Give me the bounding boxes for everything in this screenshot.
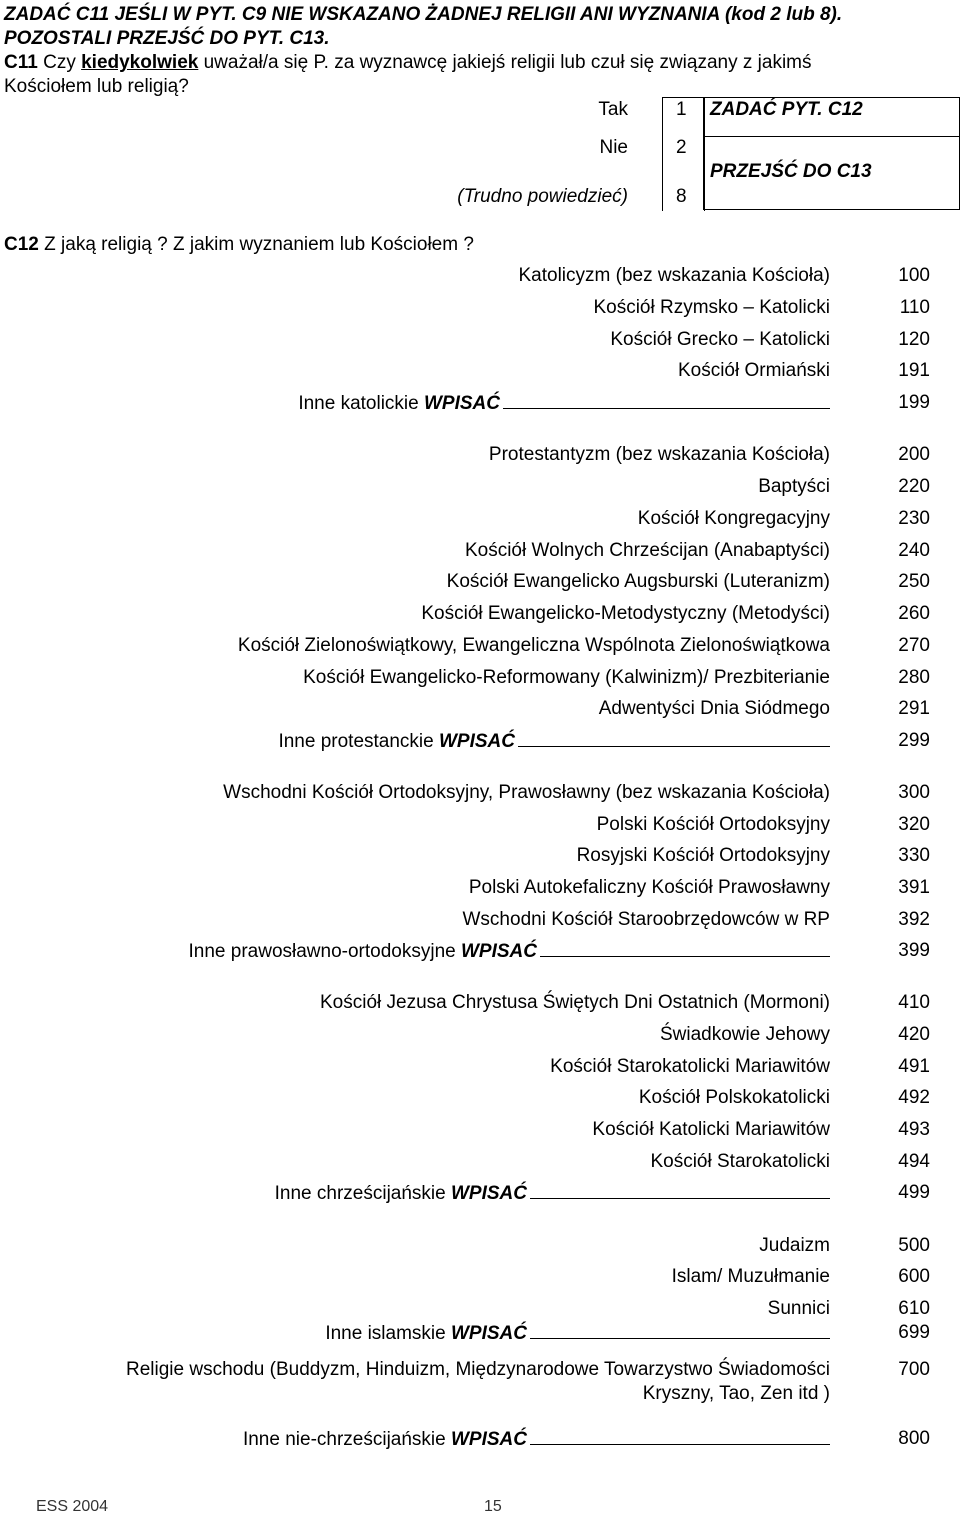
c11-answer-tak-label: Tak [598, 99, 628, 120]
c11-answer-nie-code: 2 [676, 137, 687, 158]
option-code: 499 [898, 1182, 930, 1203]
option-label: Kościół Rzymsko – Katolicki [593, 297, 830, 318]
option-label: Judaizm [759, 1235, 830, 1256]
option-code: 410 [898, 992, 930, 1013]
option-code: 610 [898, 1298, 930, 1319]
option-label: Kościół Ewangelicko-Reformowany (Kalwinizm)/ Prezbiterianie [303, 667, 830, 688]
option-code: 491 [898, 1056, 930, 1077]
c11-code: C11 [4, 52, 38, 73]
option-label: Rosyjski Kościół Ortodoksyjny [576, 845, 830, 866]
option-label: Islam/ Muzułmanie [671, 1266, 830, 1287]
write-in-marker: WPISAĆ [451, 1323, 527, 1344]
option-label: Kościół Katolicki Mariawitów [592, 1119, 830, 1140]
option-code: 391 [898, 877, 930, 898]
c11-question-start: Czy [43, 52, 82, 73]
option-code: 191 [898, 360, 930, 381]
option-label: Kościół Ewangelicko Augsburski (Luteranizm) [446, 571, 830, 592]
option-code: 299 [898, 730, 930, 751]
c11-question-emphasis: kiedykolwiek [81, 52, 199, 73]
option-label: Inne prawosławno-ortodoksyjne [188, 941, 456, 962]
option-label: Inne protestanckie [278, 731, 434, 752]
write-in-marker: WPISAĆ [451, 1183, 527, 1204]
option-code: 260 [898, 603, 930, 624]
option-label: Baptyści [758, 476, 830, 497]
option-label: Kościół Ewangelicko-Metodystyczny (Metodyści) [421, 603, 830, 624]
write-in-field[interactable] [530, 1428, 830, 1445]
option-code: 250 [898, 571, 930, 592]
option-label: Inne katolickie [298, 393, 419, 414]
write-in-field[interactable] [503, 392, 830, 409]
write-in-field[interactable] [518, 730, 830, 747]
c11-question [4, 52, 812, 74]
instruction-line-2: POZOSTALI PRZEJŚĆ DO PYT. C13. [4, 28, 330, 49]
option-label: Inne chrześcijańskie [274, 1183, 446, 1204]
option-label-line-2: Kryszny, Tao, Zen itd ) [642, 1383, 830, 1404]
c11-answer-tak-code: 1 [676, 99, 687, 120]
option-label: Kościół Jezusa Chrystusa Świętych Dni Ostatnich (Mormoni) [319, 992, 830, 1013]
option-label: Religie wschodu (Buddyzm, Hinduizm, Międzynarodowe Towarzystwo Świadomości [126, 1359, 830, 1380]
write-in-field[interactable] [540, 940, 830, 957]
option-code: 500 [898, 1235, 930, 1256]
option-label: Kościół Polskokatolicki [638, 1087, 830, 1108]
write-in-option [243, 1428, 830, 1451]
option-label: Inne nie-chrześcijańskie [242, 1429, 446, 1450]
option-code: 291 [898, 698, 930, 719]
option-code: 280 [898, 667, 930, 688]
option-code: 110 [899, 297, 930, 318]
option-code: 270 [898, 635, 930, 656]
write-in-field[interactable] [530, 1322, 830, 1339]
option-code: 494 [898, 1151, 930, 1172]
option-label: Kościół Kongregacyjny [637, 508, 830, 529]
option-label: Świadkowie Jehowy [659, 1024, 830, 1045]
footer-source: ESS 2004 [36, 1498, 109, 1515]
option-code: 700 [898, 1359, 930, 1380]
write-in-marker: WPISAĆ [461, 941, 537, 962]
option-label: Sunnici [767, 1298, 830, 1319]
instruction-line-1: ZADAĆ C11 JEŚLI W PYT. C9 NIE WSKAZANO ŻADNEJ RELIGII ANI WYZNANIA (kod 2 lub 8). [4, 4, 843, 25]
option-code: 399 [898, 940, 930, 961]
c11-skip-tak: ZADAĆ PYT. C12 [710, 99, 863, 120]
write-in-marker: WPISAĆ [451, 1429, 527, 1450]
c11-answer-dk-code: 8 [676, 186, 687, 207]
option-code: 120 [898, 329, 930, 350]
c11-question-rest: uważał/a się P. za wyznawcę jakiejś religii lub czuł się związany z jakimś [198, 52, 812, 73]
c11-skip-nie: PRZEJŚĆ DO C13 [710, 161, 872, 182]
option-code: 492 [898, 1087, 930, 1108]
option-code: 330 [898, 845, 930, 866]
option-code: 392 [898, 909, 930, 930]
write-in-option [278, 730, 830, 753]
write-in-option [325, 1322, 830, 1345]
option-label: Kościół Grecko – Katolicki [610, 329, 830, 350]
option-label: Wschodni Kościół Ortodoksyjny, Prawosławny (bez wskazania Kościoła) [223, 782, 830, 803]
c11-question-line-2: Kościołem lub religią? [4, 76, 189, 97]
option-label: Polski Kościół Ortodoksyjny [596, 814, 830, 835]
option-label: Protestantyzm (bez wskazania Kościoła) [488, 444, 830, 465]
page-number: 15 [484, 1498, 502, 1515]
write-in-marker: WPISAĆ [424, 393, 500, 414]
option-code: 800 [898, 1428, 930, 1449]
option-code: 100 [898, 265, 930, 286]
option-label: Wschodni Kościół Staroobrzędowców w RP [462, 909, 830, 930]
option-label: Polski Autokefaliczny Kościół Prawosławny [468, 877, 830, 898]
option-label: Kościół Starokatolicki [650, 1151, 830, 1172]
write-in-option [275, 1182, 830, 1205]
option-code: 493 [898, 1119, 930, 1140]
write-in-field[interactable] [530, 1182, 830, 1199]
option-code: 220 [898, 476, 930, 497]
c11-answer-nie-label: Nie [599, 137, 628, 158]
option-label: Kościół Wolnych Chrześcijan (Anabaptyści) [464, 540, 830, 561]
write-in-option [298, 392, 830, 415]
option-code: 420 [898, 1024, 930, 1045]
option-code: 200 [898, 444, 930, 465]
option-code: 300 [898, 782, 930, 803]
option-label: Katolicyzm (bez wskazania Kościoła) [518, 265, 830, 286]
option-label: Kościół Zielonoświątkowy, Ewangeliczna Wspólnota Zielonoświątkowa [237, 635, 830, 656]
option-code: 600 [898, 1266, 930, 1287]
write-in-option [189, 940, 831, 963]
option-code: 199 [898, 392, 930, 413]
option-label: Inne islamskie [325, 1323, 446, 1344]
option-code: 699 [898, 1322, 930, 1343]
option-code: 320 [898, 814, 930, 835]
option-code: 240 [898, 540, 930, 561]
c12-code: C12 [4, 234, 39, 255]
option-label: Kościół Starokatolicki Mariawitów [550, 1056, 830, 1077]
write-in-marker: WPISAĆ [439, 731, 515, 752]
c12-question-text: Z jaką religią ? Z jakim wyznaniem lub Kościołem ? [44, 234, 474, 255]
option-label: Adwentyści Dnia Siódmego [598, 698, 830, 719]
option-code: 230 [898, 508, 930, 529]
option-label: Kościół Ormiański [677, 360, 830, 381]
c11-answer-dk-label: (Trudno powiedzieć) [457, 186, 628, 207]
c12-question [4, 234, 474, 256]
